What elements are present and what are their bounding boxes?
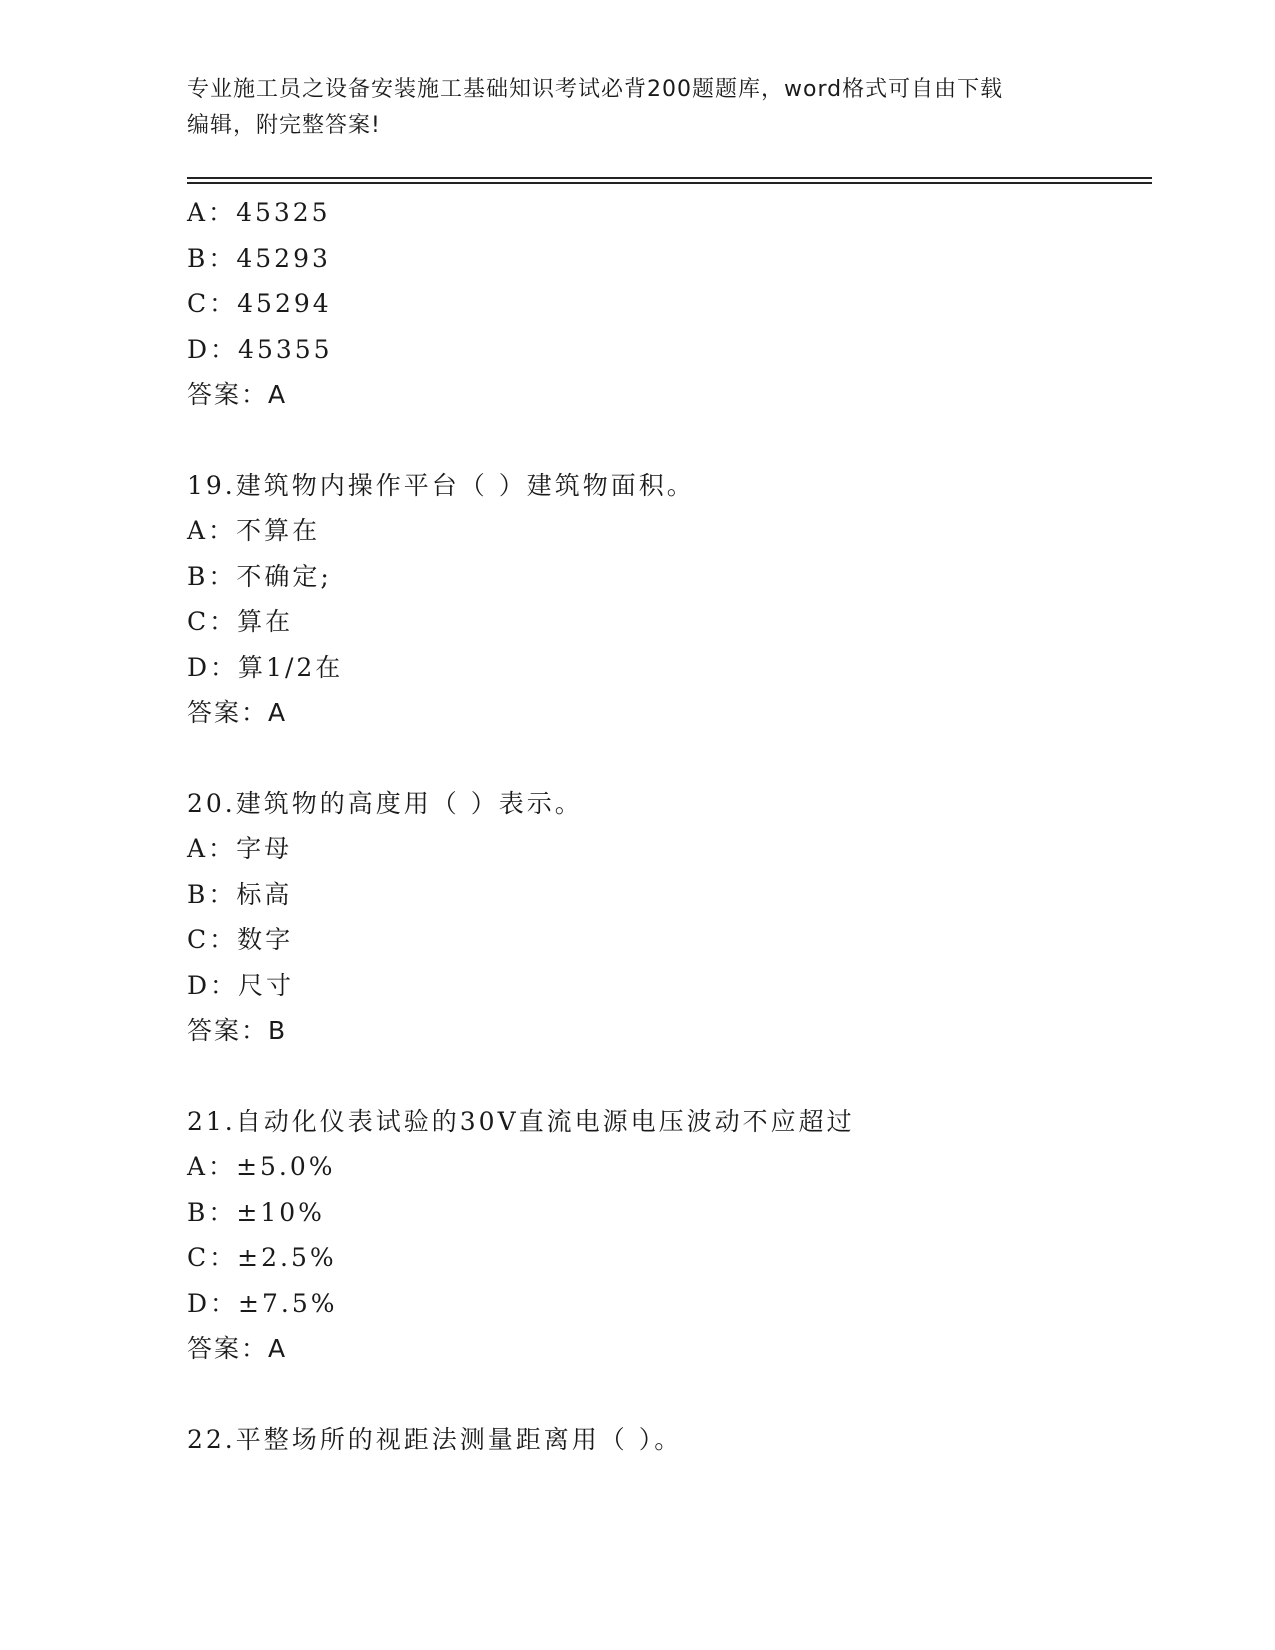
question-text: 21.自动化仪表试验的30V直流电源电压波动不应超过	[187, 1106, 855, 1136]
header-line-1: 专业施工员之设备安装施工基础知识考试必背200题题库，word格式可自由下载	[187, 77, 1004, 102]
question-text: 22.平整场所的视距法测量距离用（ ）。	[187, 1424, 683, 1454]
option-b: B：±10%	[187, 1197, 325, 1227]
option-d: D：算1/2在	[187, 652, 344, 682]
question-text: 20.建筑物的高度用（ ）表示。	[187, 788, 583, 818]
option-d: D：尺寸	[187, 970, 295, 1000]
header-divider-bottom	[187, 182, 1152, 184]
header-line-2: 编辑，附完整答案!	[187, 113, 381, 138]
option-c: C：数字	[187, 925, 294, 954]
question-block-18	[187, 190, 1147, 418]
answer-label: 答案：A	[187, 380, 288, 409]
question-block-22	[187, 1417, 1147, 1463]
answer-label: 答案：B	[187, 1016, 288, 1045]
document-header	[187, 72, 1067, 144]
answer-label: 答案：A	[187, 698, 288, 727]
option-b: B：不确定;	[187, 561, 332, 591]
answer-label: 答案：A	[187, 1334, 288, 1363]
question-block-21	[187, 1099, 1147, 1372]
option-a: A：45325	[187, 198, 331, 227]
option-a: A：±5.0%	[187, 1152, 336, 1181]
option-a: A：字母	[187, 834, 293, 863]
question-block-20	[187, 781, 1147, 1054]
option-d: D：45355	[187, 334, 333, 364]
question-text: 19.建筑物内操作平台（ ）建筑物面积。	[187, 470, 695, 500]
question-block-19	[187, 463, 1147, 736]
option-a: A：不算在	[187, 516, 321, 545]
option-c: C：算在	[187, 607, 294, 636]
question-list	[187, 190, 1147, 1462]
option-c: C：±2.5%	[187, 1243, 337, 1272]
option-c: C：45294	[187, 289, 332, 318]
option-d: D：±7.5%	[187, 1288, 338, 1318]
option-b: B：45293	[187, 243, 331, 273]
header-divider-top	[187, 177, 1152, 179]
option-b: B：标高	[187, 879, 293, 909]
